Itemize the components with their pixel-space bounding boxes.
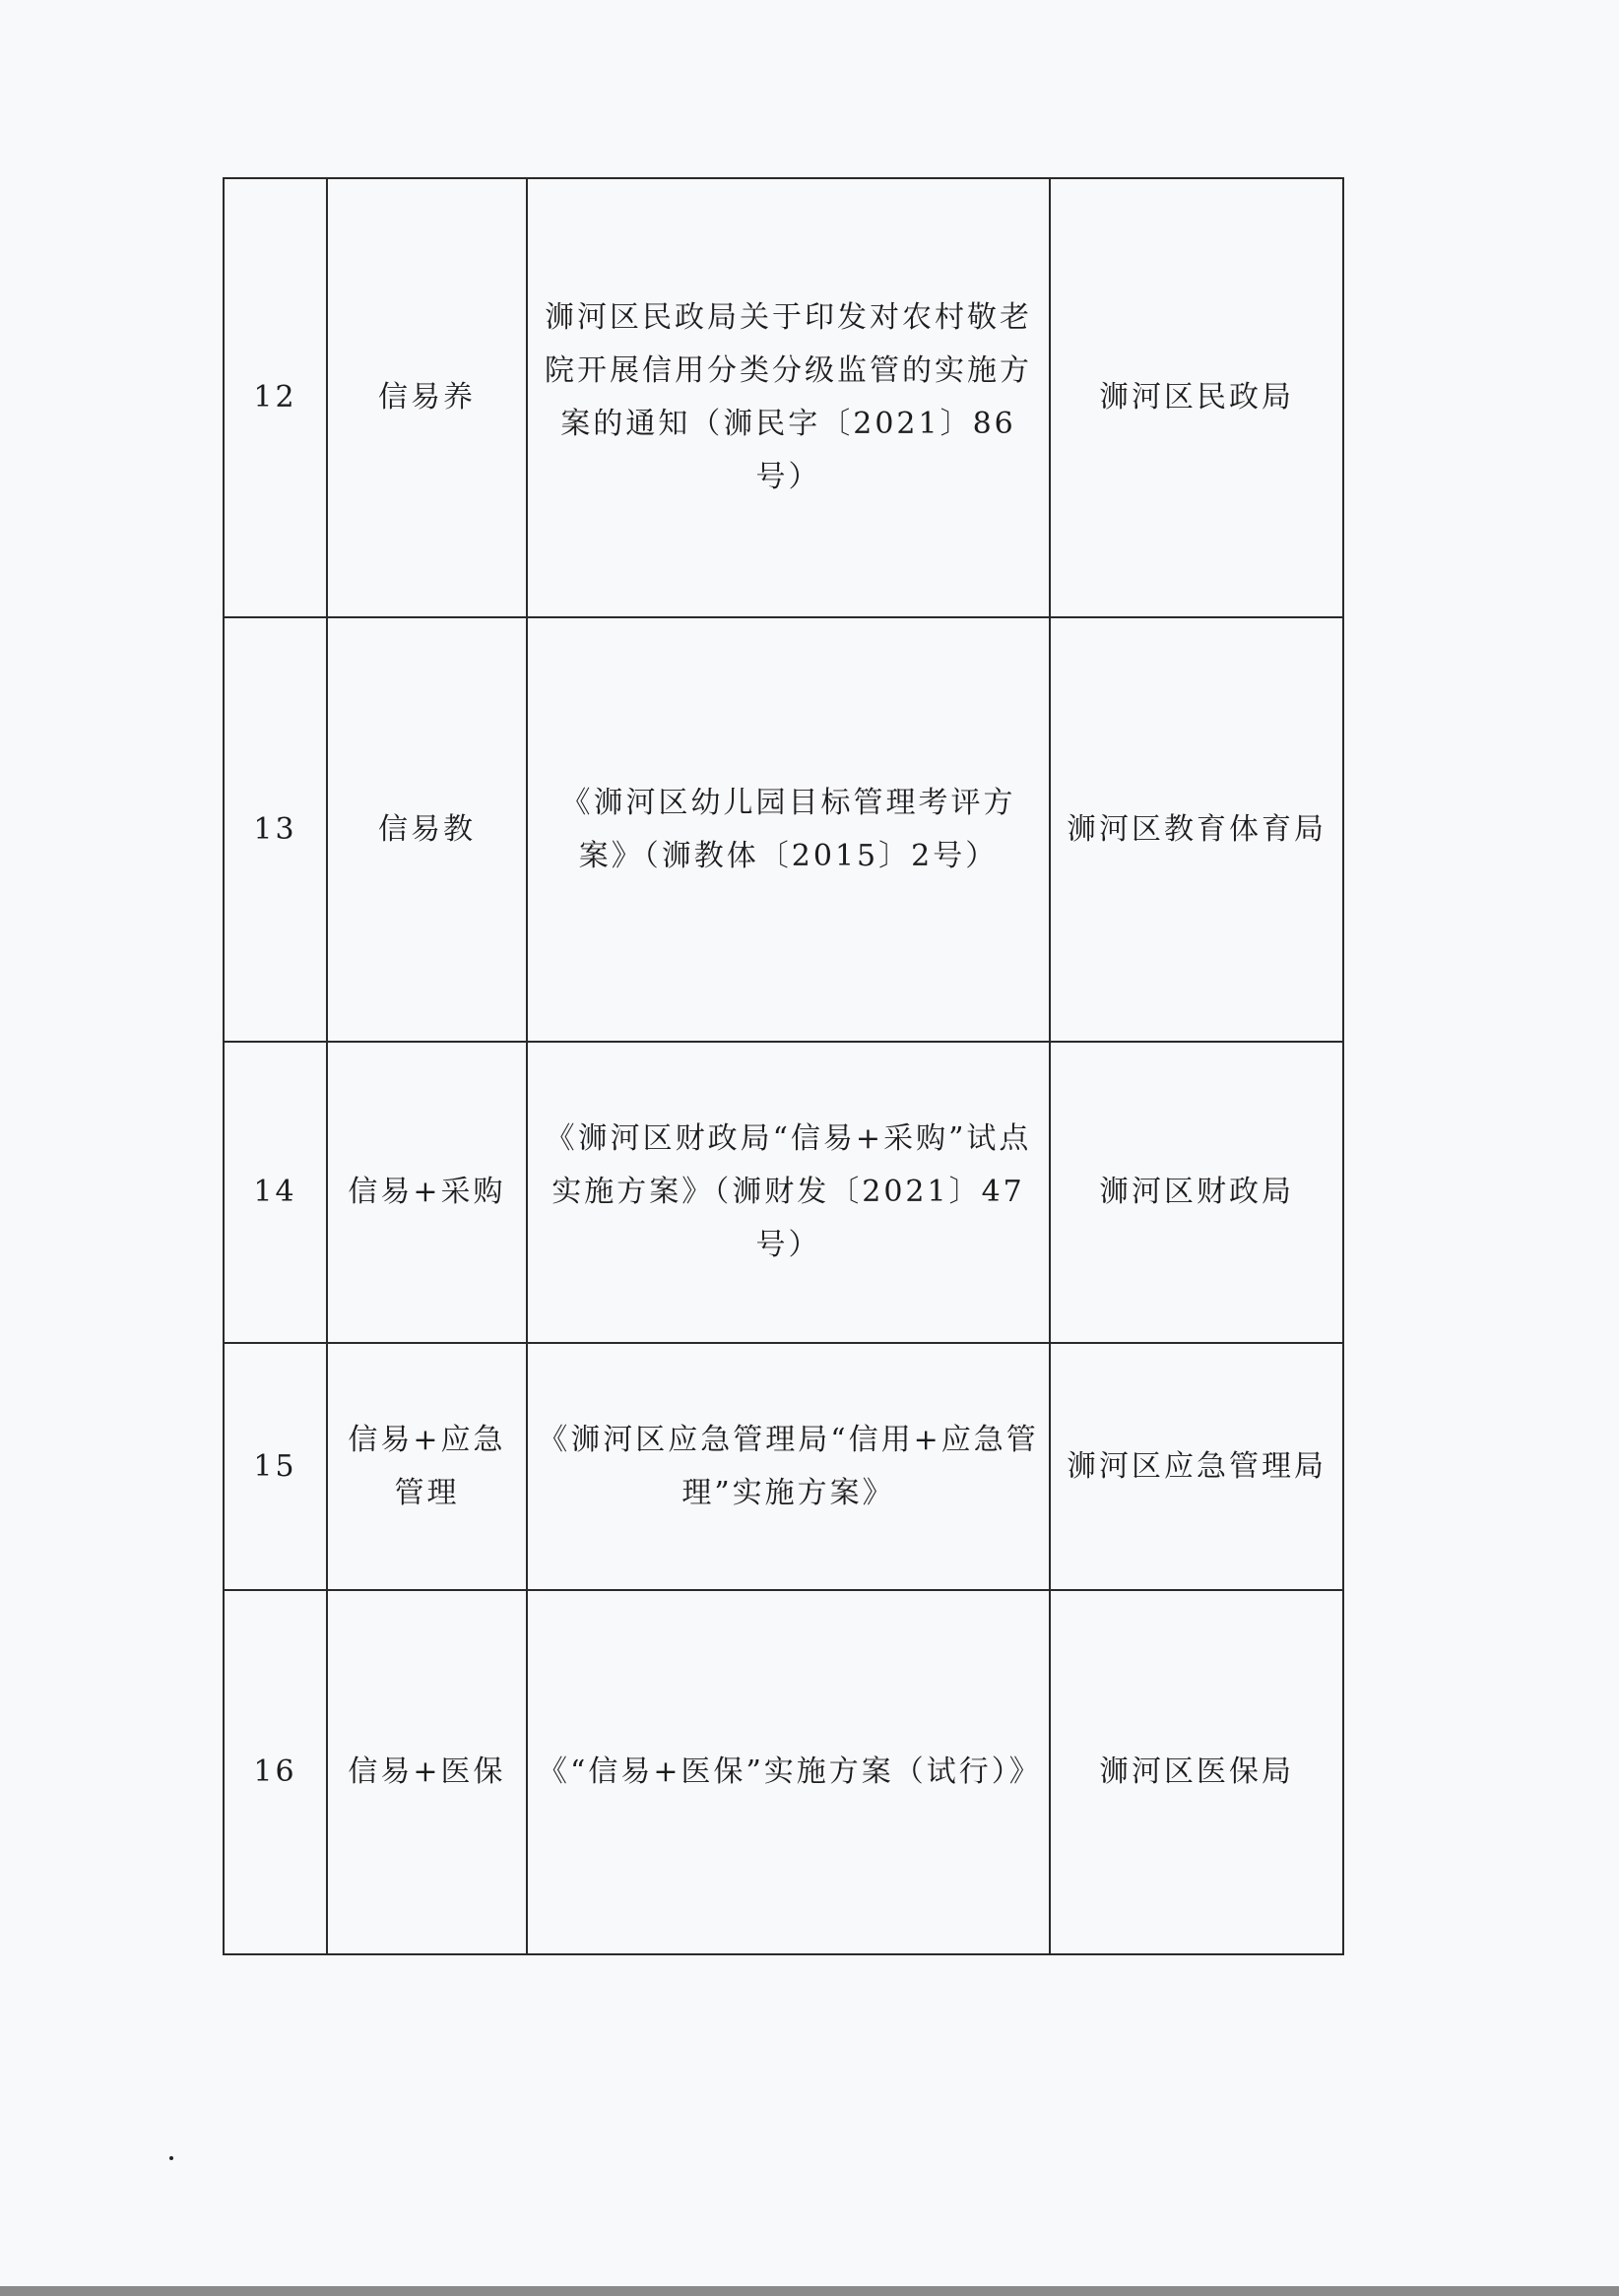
department-cell: 浉河区应急管理局 xyxy=(1050,1343,1343,1590)
row-number-cell: 16 xyxy=(224,1590,327,1954)
policy-document-cell: 浉河区民政局关于印发对农村敬老院开展信用分类分级监管的实施方案的通知（浉民字〔2021〕86号） xyxy=(527,178,1050,617)
initiative-name-cell: 信易养 xyxy=(327,178,527,617)
row-number-cell: 12 xyxy=(224,178,327,617)
initiative-name-cell: 信易+应急管理 xyxy=(327,1343,527,1590)
department-cell: 浉河区财政局 xyxy=(1050,1042,1343,1343)
scan-edge-strip xyxy=(0,2286,1619,2296)
department-cell: 浉河区民政局 xyxy=(1050,178,1343,617)
table-row xyxy=(224,1042,1343,1343)
table-row xyxy=(224,178,1343,617)
initiative-name-cell: 信易教 xyxy=(327,617,527,1042)
department-cell: 浉河区教育体育局 xyxy=(1050,617,1343,1042)
policy-document-cell: 《浉河区财政局“信易+采购”试点实施方案》（浉财发〔2021〕47号） xyxy=(527,1042,1050,1343)
initiative-name-cell: 信易+医保 xyxy=(327,1590,527,1954)
table-row xyxy=(224,1590,1343,1954)
policy-document-cell: 《浉河区应急管理局“信用+应急管理”实施方案》 xyxy=(527,1343,1050,1590)
row-number-cell: 15 xyxy=(224,1343,327,1590)
table-row xyxy=(224,617,1343,1042)
row-number-cell: 14 xyxy=(224,1042,327,1343)
table-row xyxy=(224,1343,1343,1590)
policy-table xyxy=(223,177,1344,1955)
department-cell: 浉河区医保局 xyxy=(1050,1590,1343,1954)
scan-speck xyxy=(169,2156,173,2160)
initiative-name-cell: 信易+采购 xyxy=(327,1042,527,1343)
row-number-cell: 13 xyxy=(224,617,327,1042)
policy-document-cell: 《“信易+医保”实施方案（试行）》 xyxy=(527,1590,1050,1954)
policy-document-cell: 《浉河区幼儿园目标管理考评方案》（浉教体〔2015〕2号） xyxy=(527,617,1050,1042)
